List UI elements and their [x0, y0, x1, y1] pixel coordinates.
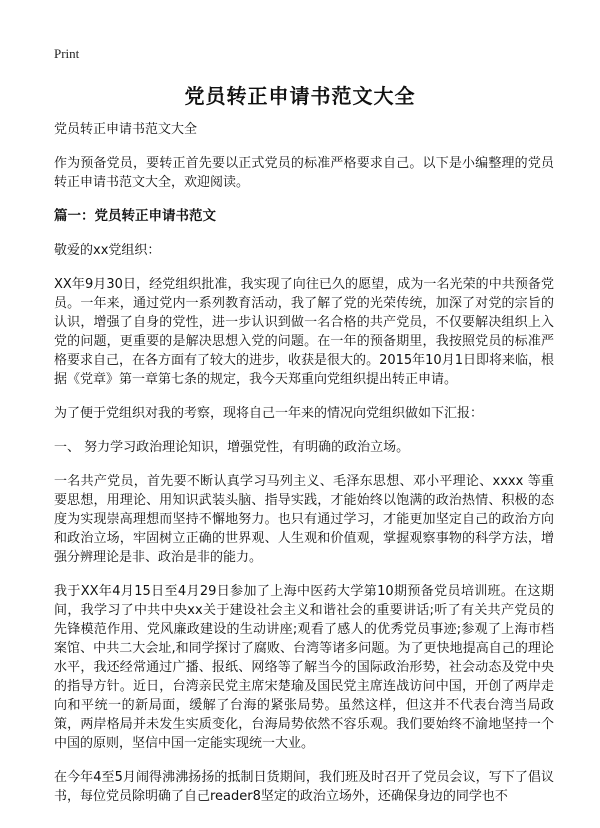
body-paragraph-1: XX年9月30日，经党组织批准，我实现了向往已久的愿望，成为一名光荣的中共预备党员。一年来，通过党内一系列教育活动，我了解了党的光荣传统，加深了对党的宗旨的认识，增强了自身的党性，进一步认识到做一名合格的共产党员，不仅要解决组织上入党的问题，更重要的是解决思想入党的问题。在一年的预备期里，我按照党员的标准严格要求自己，在各方面有了较大的进步，收获是很大的。2015年10月1日即将来临，根据《党章》第一章第七条的规定，我今天郑重向党组织提出转正申请。: [54, 277, 554, 387]
document-title: 党员转正申请书范文大全: [184, 84, 416, 108]
body-paragraph-5: 我于XX年4月15日至4月29日参加了上海中医药大学第10期预备党员培训班。在这期间，我学习了中共中央xx关于建设社会主义和谐社会的重要讲话;听了有关共产党员的先锋模范作用、党风廉政建设的生动讲座;观看了感人的优秀党员事迹;参观了上海市档案馆、中共二大会址,和同学探讨了腐败、台湾等诸多问题。为了更快地提高自己的理论水平，我还经常通过广播、报纸、网络等了解当今的国际政治形势，社会动态及党中央的指导方针。近日，台湾亲民党主席宋楚瑜及国民党主席连战访问中国，开创了两岸走向和平统一的新局面，缓解了台海的紧张局势。虽然这样，但这并不代表台湾当局政策，两岸格局并未发生实质变化，台海局势依然不容乐观。我们要始终不渝地坚持一个中国的原则，坚信中国一定能实现统一大业。: [54, 584, 554, 751]
print-link[interactable]: Print: [54, 46, 80, 61]
body-paragraph-3: 一、 努力学习政治理论知识，增强党性，有明确的政治立场。: [54, 440, 410, 455]
intro-paragraph: 作为预备党员，要转正首先要以正式党员的标准严格要求自己。以下是小编整理的党员转正申请书范文大全，欢迎阅读。: [54, 156, 554, 190]
section-heading: 篇一：党员转正申请书范文: [54, 208, 216, 224]
document-body: [54, 120, 554, 821]
body-paragraph-6: 在今年4至5月闹得沸沸扬扬的抵制日货期间，我们班及时召开了党员会议，写下了倡议书，每位党员除明确了自己reader8坚定的政治立场外，还确保身边的同学也不: [54, 770, 554, 804]
salutation: 敬爱的xx党组织：: [54, 243, 161, 258]
body-paragraph-2: 为了便于党组织对我的考察，现将自己一年来的情况向党组织做如下汇报：: [54, 406, 484, 421]
body-paragraph-4: 一名共产党员，首先要不断认真学习马列主义、毛泽东思想、邓小平理论、xxxx 等重要思想，用理论、用知识武装头脑、指导实践，才能始终以饱满的政治热情、积极的态度为实现崇高理想而坚持不懈地努力。也只有通过学习，才能更加坚定自己的政治方向和政治立场，牢固树立正确的世界观、人生观和价值观，掌握观察事物的科学方法，增强分辨理论是非、政治是非的能力。: [54, 474, 554, 565]
document-subtitle: 党员转正申请书范文大全: [54, 122, 198, 137]
